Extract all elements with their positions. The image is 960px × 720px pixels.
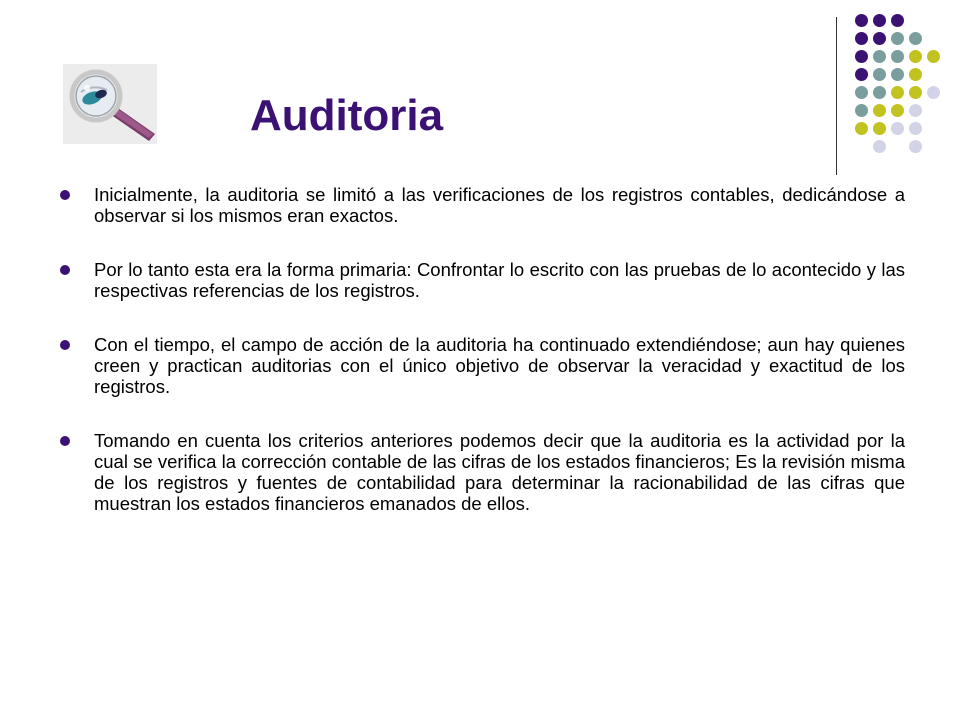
dot — [855, 14, 868, 27]
dot — [873, 122, 886, 135]
bullet-text: Tomando en cuenta los criterios anteriores podemos decir que la auditoria es la actividad por la cual se verifica la corrección contable de las cifras de los estados financieros; Es la revisión misma de los registros y fuentes de contabilidad para determinar la racionabilidad de las cifras que muestran los estados financieros emanados de ellos. — [94, 430, 905, 514]
dot — [909, 140, 922, 153]
dot — [855, 68, 868, 81]
dot — [909, 68, 922, 81]
dot — [873, 140, 886, 153]
bullet-dot — [60, 436, 70, 446]
dot — [891, 86, 904, 99]
magnifying-glass-icon — [63, 64, 157, 144]
dot — [855, 50, 868, 63]
dot — [855, 86, 868, 99]
dot — [927, 86, 940, 99]
bullet-item — [60, 430, 905, 514]
bullet-text: Con el tiempo, el campo de acción de la auditoria ha continuado extendiéndose; aun hay quienes creen y practican auditorias con el único objetivo de observar la veracidad y exactitud de los registros. — [94, 334, 905, 397]
dot — [891, 14, 904, 27]
dot — [909, 104, 922, 117]
dot — [855, 122, 868, 135]
slide-title: Auditoria — [250, 91, 444, 140]
bullet-dot — [60, 265, 70, 275]
bullet-list — [60, 184, 905, 547]
bullet-dot — [60, 190, 70, 200]
dot — [855, 32, 868, 45]
dot — [891, 32, 904, 45]
dot — [909, 50, 922, 63]
header-divider — [836, 17, 837, 175]
bullet-dot — [60, 340, 70, 350]
dot — [927, 50, 940, 63]
bullet-text: Inicialmente, la auditoria se limitó a las verificaciones de los registros contables, dedicándose a observar si los mismos eran exactos. — [94, 184, 905, 226]
dot — [891, 50, 904, 63]
bullet-item — [60, 259, 905, 301]
dot — [855, 104, 868, 117]
dot — [873, 104, 886, 117]
dot — [909, 32, 922, 45]
dot — [873, 68, 886, 81]
dot — [891, 104, 904, 117]
dot — [873, 86, 886, 99]
bullet-text: Por lo tanto esta era la forma primaria: Confrontar lo escrito con las pruebas de lo acontecido y las respectivas referencias de los registros. — [94, 259, 905, 301]
dot — [873, 50, 886, 63]
bullet-item — [60, 334, 905, 397]
dot — [873, 14, 886, 27]
dot — [909, 122, 922, 135]
dot — [891, 68, 904, 81]
dot — [909, 86, 922, 99]
bullet-item — [60, 184, 905, 226]
dot — [873, 32, 886, 45]
dot — [891, 122, 904, 135]
